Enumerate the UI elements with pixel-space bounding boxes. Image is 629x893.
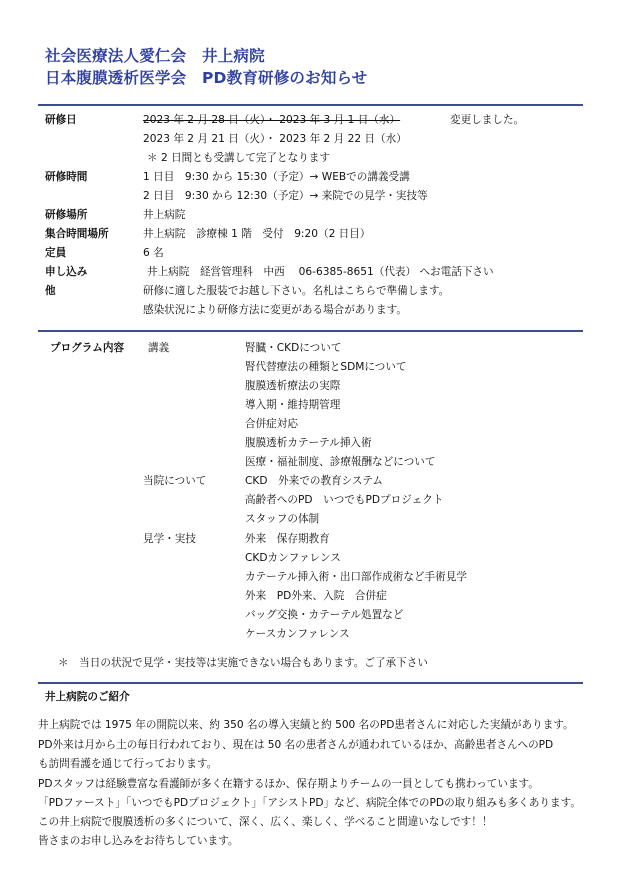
date-note: ＊ 2 日間とも受講して完了となります	[147, 152, 330, 164]
program-item: 腹膜透析カテーテル挿入術	[245, 437, 372, 449]
program-item: 医療・福祉制度、診療報酬などについて	[245, 456, 436, 468]
intro-heading: 井上病院のご紹介	[45, 691, 130, 703]
program-item: 高齢者へのPD いつでもPDプロジェクト	[245, 494, 444, 506]
program-group-name: 講義	[148, 342, 170, 354]
meet-value: 井上病院 診療棟 1 階 受付 9:20（2 日目）	[143, 228, 371, 240]
place-value: 井上病院	[143, 209, 186, 221]
intro-paragraph-line: PD外来は月から土の毎日行われており、現在は 50 名の患者さんが通われているほか、高齢患者さんへのPD	[38, 739, 554, 751]
date-label: 研修日	[45, 114, 77, 126]
intro-paragraph-line: 皆さまのお申し込みをお待ちしています。	[38, 835, 239, 847]
divider-top	[38, 104, 583, 106]
divider-bottom	[38, 682, 583, 684]
program-item: 合併症対応	[245, 418, 298, 430]
program-item: ケースカンファレンス	[245, 628, 350, 640]
capacity-value: 6 名	[143, 247, 164, 259]
intro-paragraph-line: 「PDファースト」「いつでもPDプロジェクト」「アシストPD」など、病院全体でのPDの取り組みも多くあります。	[38, 797, 581, 809]
capacity-label: 定員	[45, 247, 67, 259]
page-title-organization: 社会医療法人愛仁会 井上病院	[45, 47, 265, 65]
intro-paragraph-line: も訪問看護を通じて行っております。	[38, 758, 218, 770]
intro-paragraph-line: PDスタッフは経験豊富な看護師が多く在籍するほか、保存期よりチームの一員としても携わっています。	[38, 778, 539, 790]
apply-label: 申し込み	[45, 266, 88, 278]
program-group-name: 見学・実技	[143, 533, 196, 545]
meet-label: 集合時間場所	[45, 228, 109, 240]
apply-value: 井上病院 経営管理科 中西 06-6385-8651（代表） へお電話下さい	[147, 266, 494, 278]
program-group-name: 当院について	[143, 475, 207, 487]
divider-middle	[38, 330, 583, 332]
date-new: 2023 年 2 月 21 日（火）・ 2023 年 2 月 22 日（水）	[143, 133, 407, 145]
program-item: 導入期・維持期管理	[245, 399, 341, 411]
time-day2: 2 日目 9:30 から 12:30（予定）→ 来院での見学・実技等	[143, 190, 428, 202]
other-line-2: 感染状況により研修方法に変更がある場合があります。	[143, 304, 407, 316]
program-note: ＊ 当日の状況で見学・実技等は実施できない場合もあります。ご了承下さい	[58, 657, 428, 669]
intro-paragraph-line: この井上病院で腹膜透析の多くについて、深く、広く、楽しく、学べること間違いなしです！！	[38, 816, 493, 828]
other-label: 他	[45, 285, 56, 297]
program-item: 外来 PD外来、入院 合併症	[245, 590, 387, 602]
place-label: 研修場所	[45, 209, 88, 221]
other-line-1: 研修に適した服装でお越し下さい。名札はこちらで準備します。	[143, 285, 450, 297]
program-item: スタッフの体制	[245, 513, 320, 525]
program-item: カテーテル挿入術・出口部作成術など手術見学	[245, 571, 467, 583]
program-label: プログラム内容	[50, 342, 125, 354]
intro-paragraph-line: 井上病院では 1975 年の開院以来、約 350 名の導入実績と約 500 名のPD患者さんに対応した実績があります。	[38, 719, 574, 731]
program-item: 腎代替療法の種類とSDMについて	[245, 361, 407, 373]
page-title-announcement: 日本腹膜透析医学会 PD教育研修のお知らせ	[45, 69, 368, 87]
program-item: バッグ交換・カテーテル処置など	[245, 609, 404, 621]
time-day1: 1 日目 9:30 から 15:30（予定）→ WEBでの講義受講	[143, 171, 410, 183]
date-old-struck: 2023 年 2 月 28 日（火）・ 2023 年 3 月 1 日（水）	[143, 114, 401, 126]
date-changed-note: 変更しました。	[450, 114, 525, 126]
program-item: 腎臓・CKDについて	[245, 342, 342, 354]
program-item: 腹膜透析療法の実際	[245, 380, 341, 392]
time-label: 研修時間	[45, 171, 88, 183]
program-item: CKD 外来での教育システム	[245, 475, 383, 487]
program-item: CKDカンファレンス	[245, 552, 341, 564]
program-item: 外来 保存期教育	[245, 533, 330, 545]
